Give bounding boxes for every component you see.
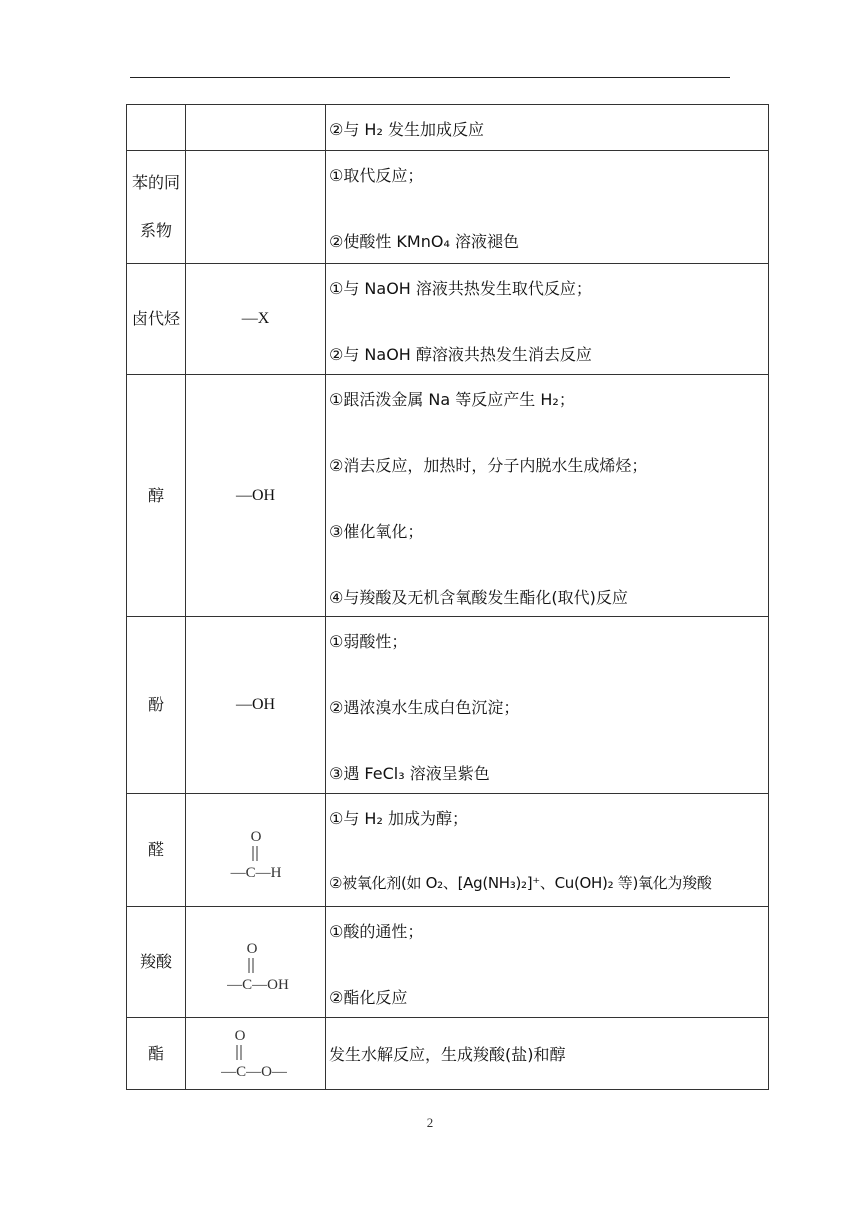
compound-name: 醇 (147, 485, 164, 505)
reaction-cell (326, 105, 769, 151)
reaction-item: ③催化氧化； (329, 522, 424, 541)
ester-chain-label: —C—O— (221, 1064, 287, 1080)
compound-name-cell (127, 105, 186, 151)
reaction-item: ②与 NaOH 醇溶液共热发生消去反应 (329, 345, 592, 364)
functional-group-cell (186, 617, 326, 794)
reaction-item: ①弱酸性； (329, 632, 408, 651)
reaction-item: ④与羧酸及无机含氧酸发生酯化(取代)反应 (329, 588, 628, 607)
functional-group-table (126, 104, 769, 1090)
compound-name: 酚 (147, 695, 164, 714)
compound-name: 醛 (147, 840, 164, 859)
compound-name-cell (127, 1018, 186, 1090)
table-row (127, 907, 769, 1018)
functional-group-cell (186, 1018, 326, 1090)
table-row (127, 151, 769, 264)
reaction-item: ①跟活泼金属 Na 等反应产生 H₂； (329, 390, 575, 409)
reaction-item: ①与 H₂ 加成为醇； (329, 809, 468, 828)
compound-name-cell (127, 375, 186, 617)
functional-group-cell (186, 794, 326, 907)
carboxyl-chain-label: —C—OH (227, 976, 289, 993)
compound-name: 酯 (147, 1043, 164, 1063)
compound-name: 系物 (139, 221, 172, 240)
reaction-item: ②遇浓溴水生成白色沉淀； (329, 698, 520, 717)
compound-name-cell (127, 907, 186, 1018)
aldehyde-group-structure (186, 813, 326, 883)
reaction-cell (326, 151, 769, 264)
reaction-item: 发生水解反应，生成羧酸(盐)和醇 (329, 1045, 566, 1064)
table-row (127, 794, 769, 907)
functional-group: —OH (235, 486, 276, 504)
aldehyde-chain-label: —C—H (230, 864, 282, 881)
functional-group-cell (186, 907, 326, 1018)
reaction-item: ②被氧化剂(如 O₂、[Ag(NH₃)₂]⁺、Cu(OH)₂ 等)氧化为羧酸 (329, 874, 712, 892)
table-row (127, 375, 769, 617)
reaction-cell (326, 794, 769, 907)
compound-name: 羧酸 (139, 952, 172, 971)
reaction-item: ①与 NaOH 溶液共热发生取代反应； (329, 279, 592, 298)
functional-group-cell (186, 151, 326, 264)
functional-group-cell (186, 105, 326, 151)
header-rule (130, 77, 730, 78)
table-row (127, 617, 769, 794)
reaction-item: ①取代反应； (329, 166, 424, 185)
compound-name: 苯的同 (131, 173, 180, 192)
compound-name-cell (127, 617, 186, 794)
reaction-item: ②与 H₂ 发生加成反应 (329, 120, 484, 139)
functional-group-cell (186, 264, 326, 375)
page-number: 2 (426, 1115, 434, 1130)
carbonyl-oxygen-label: O (234, 1028, 246, 1044)
reaction-cell (326, 375, 769, 617)
reaction-item: ③遇 FeCl₃ 溶液呈紫色 (329, 764, 490, 783)
functional-group: —OH (235, 696, 276, 713)
table-row (127, 105, 769, 151)
carbonyl-oxygen-label: O (250, 828, 262, 845)
functional-group-cell (186, 375, 326, 617)
functional-group: —X (241, 310, 270, 327)
reaction-cell (326, 907, 769, 1018)
reaction-item: ②使酸性 KMnO₄ 溶液褪色 (329, 232, 519, 251)
compound-name: 卤代烃 (131, 309, 180, 328)
table-row (127, 264, 769, 375)
carboxyl-group-structure (186, 925, 326, 995)
table-row (127, 1018, 769, 1090)
carbonyl-oxygen-label: O (246, 940, 258, 957)
reaction-cell (326, 264, 769, 375)
compound-name-cell (127, 264, 186, 375)
reaction-item: ①酸的通性； (329, 922, 424, 941)
reaction-cell (326, 1018, 769, 1090)
compound-name-cell (127, 151, 186, 264)
reaction-cell (326, 617, 769, 794)
reaction-item: ②酯化反应 (329, 988, 408, 1007)
ester-group-structure (186, 1018, 326, 1084)
reaction-item: ②消去反应，加热时，分子内脱水生成烯烃； (329, 456, 648, 475)
compound-name-cell (127, 794, 186, 907)
